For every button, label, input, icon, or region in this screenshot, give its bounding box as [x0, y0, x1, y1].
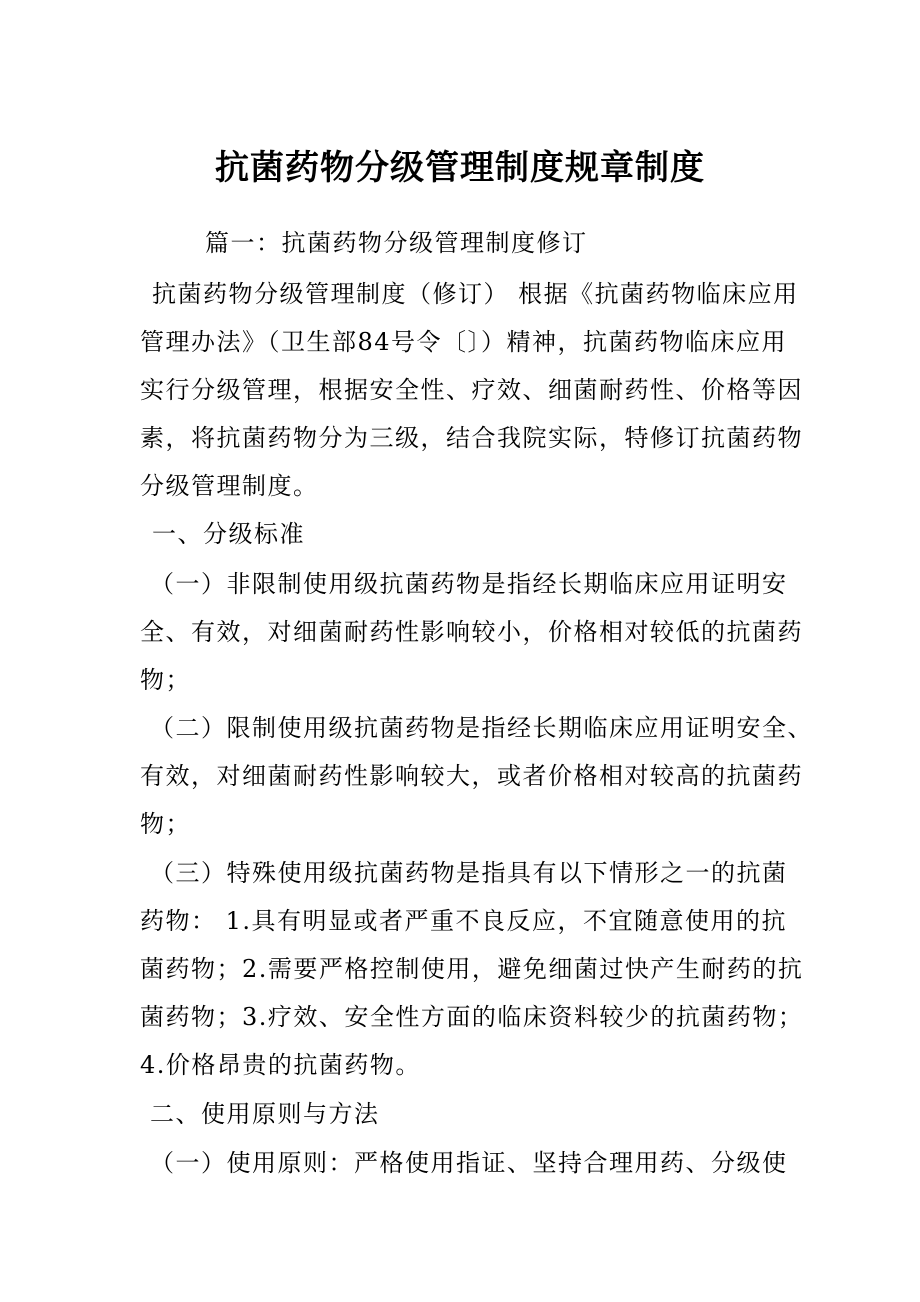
text-line: 4.价格昂贵的抗菌药物。: [140, 1051, 421, 1079]
section-heading: 二、使用原则与方法: [150, 1100, 380, 1128]
text-line: （三）特殊使用级抗菌药物是指具有以下情形之一的抗菌: [150, 859, 788, 887]
text-line: 药物： 1.具有明显或者严重不良反应，不宜随意使用的抗: [140, 907, 788, 935]
text-line: （一）使用原则：严格使用指证、坚持合理用药、分级使: [150, 1149, 788, 1177]
text-line: （二）限制使用级抗菌药物是指经长期临床应用证明安全、: [150, 714, 813, 742]
text-line: 有效，对细菌耐药性影响较大，或者价格相对较高的抗菌药: [140, 762, 803, 790]
document-title: 抗菌药物分级管理制度规章制度: [215, 148, 705, 188]
text-line: 物；: [140, 810, 191, 838]
text-line: 篇一：抗菌药物分级管理制度修订: [205, 229, 588, 257]
text-line: 管理办法》（卫生部84号令〔〕）精神，抗菌药物临床应用: [140, 328, 788, 356]
text-line: 全、有效，对细菌耐药性影响较小，价格相对较低的抗菌药: [140, 618, 803, 646]
text-line: 抗菌药物分级管理制度（修订） 根据《抗菌药物临床应用: [152, 280, 799, 308]
section-heading: 一、分级标准: [152, 520, 305, 548]
text-line: 菌药物；3.疗效、安全性方面的临床资料较少的抗菌药物；: [140, 1003, 804, 1031]
text-line: 物；: [140, 666, 191, 694]
text-line: 分级管理制度。: [140, 472, 319, 500]
text-line: （一）非限制使用级抗菌药物是指经长期临床应用证明安: [150, 570, 788, 598]
text-line: 菌药物；2.需要严格控制使用，避免细菌过快产生耐药的抗: [140, 955, 804, 983]
text-line: 素，将抗菌药物分为三级，结合我院实际，特修订抗菌药物: [140, 424, 803, 452]
text-line: 实行分级管理，根据安全性、疗效、细菌耐药性、价格等因: [140, 376, 803, 404]
